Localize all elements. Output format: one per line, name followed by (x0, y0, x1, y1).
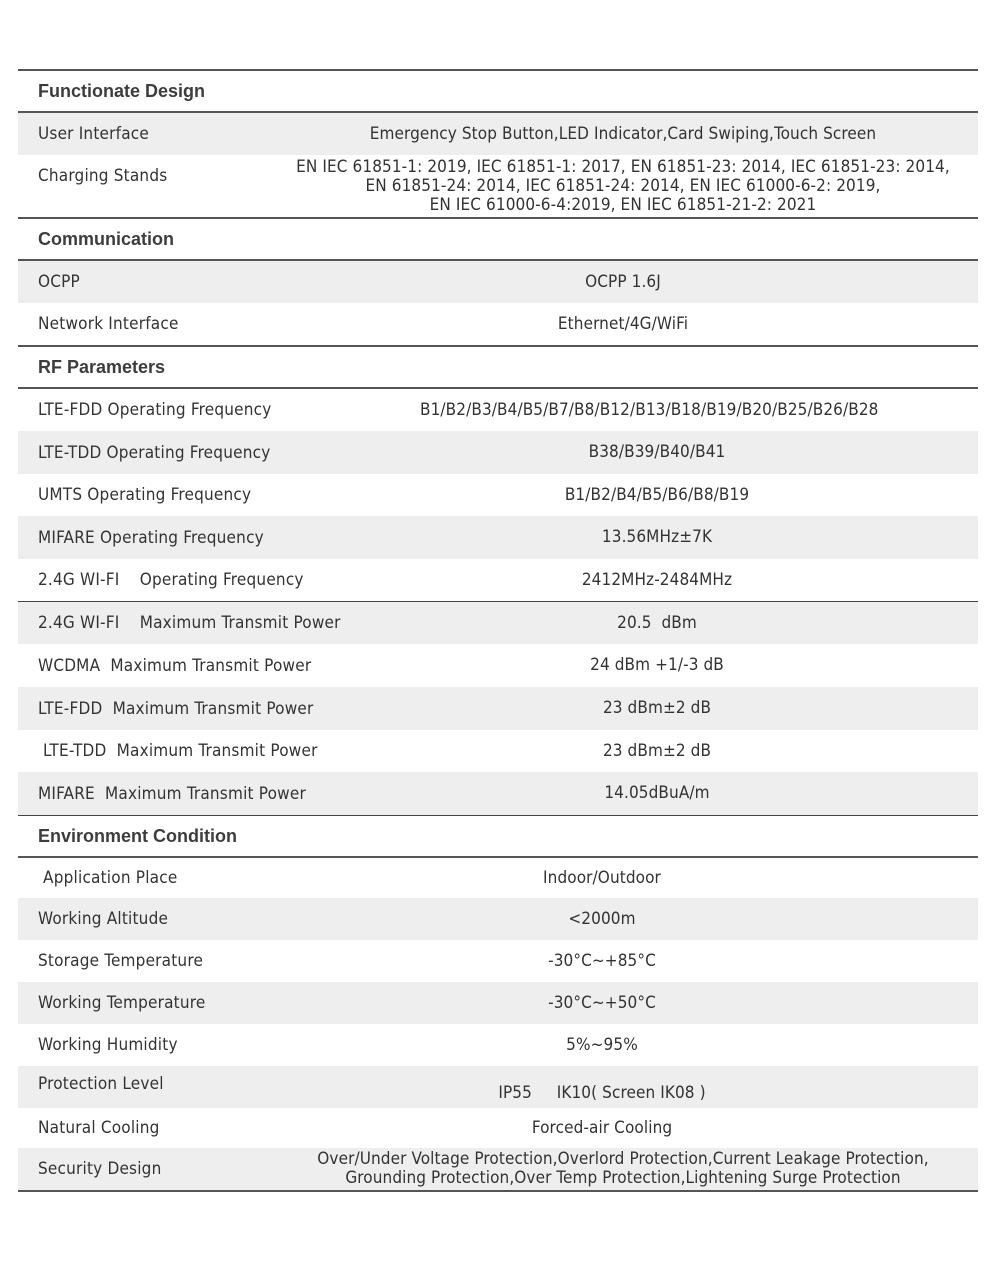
spec-value-line: Over/Under Voltage Protection,Overlord Protection,Current Leakage Protection, (317, 1149, 929, 1169)
spec-row (18, 602, 978, 644)
spec-value-line: EN 61851-24: 2014, IEC 61851-24: 2014, EN IEC 61000-6-2: 2019, (365, 175, 881, 196)
spec-row (18, 898, 978, 940)
spec-value: 14.05dBuA/m (604, 783, 710, 803)
spec-label: Charging Stands (38, 166, 168, 186)
spec-value (268, 158, 978, 215)
spec-value: B1/B2/B4/B5/B6/B8/B19 (564, 484, 750, 505)
spec-row (18, 516, 978, 559)
spec-value: B1/B2/B3/B4/B5/B7/B8/B12/B13/B18/B19/B20/B25/B26/B28 (420, 399, 879, 420)
spec-label: UMTS Operating Frequency (38, 485, 252, 505)
spec-row (18, 730, 978, 772)
spec-value: 20.5 dBm (617, 612, 697, 633)
spec-label: WCDMA Maximum Transmit Power (38, 655, 312, 676)
spec-label: Application Place (38, 868, 178, 888)
spec-table (18, 69, 978, 1192)
spec-row (18, 772, 978, 815)
section-heading-environment-condition: Environment Condition (38, 825, 237, 846)
spec-row-charging-stands (18, 155, 978, 217)
spec-row (18, 940, 978, 982)
spec-value: Emergency Stop Button,LED Indicator,Card Swiping,Touch Screen (369, 123, 877, 144)
spec-label: OCPP (38, 272, 80, 292)
spec-row-network-interface (18, 303, 978, 345)
spec-row (18, 1024, 978, 1066)
spec-value: 23 dBm±2 dB (602, 740, 712, 761)
spec-row (18, 1066, 978, 1108)
spec-label: Working Altitude (38, 909, 169, 929)
spec-value: 24 dBm +1/-3 dB (590, 655, 724, 675)
section-heading-communication: Communication (38, 228, 175, 249)
spec-label: Storage Temperature (38, 951, 204, 971)
spec-value-line: EN IEC 61851-1: 2019, IEC 61851-1: 2017, EN 61851-23: 2014, IEC 61851-23: 2014, (296, 156, 950, 177)
spec-label: LTE-TDD Maximum Transmit Power (38, 741, 318, 761)
spec-row (18, 474, 978, 516)
spec-label: MIFARE Maximum Transmit Power (38, 783, 306, 804)
spec-value-line: Grounding Protection,Over Temp Protection,Lightening Surge Protection (345, 1168, 901, 1188)
spec-label: Natural Cooling (38, 1118, 160, 1138)
spec-value: 13.56MHz±7K (601, 527, 713, 547)
spec-value: Ethernet/4G/WiFi (557, 313, 689, 334)
spec-label: Working Humidity (38, 1035, 178, 1055)
spec-label: 2.4G WI-FI Maximum Transmit Power (38, 613, 341, 633)
spec-row (18, 687, 978, 730)
spec-value: 23 dBm±2 dB (602, 698, 712, 718)
spec-row (18, 1148, 978, 1190)
section-heading-functionate-design: Functionate Design (38, 80, 206, 101)
spec-label: Working Temperature (38, 993, 206, 1013)
spec-value: B38/B39/B40/B41 (588, 442, 726, 462)
spec-row (18, 858, 978, 898)
spec-value: IP55 IK10( Screen IK08 ) (498, 1082, 706, 1103)
spec-value: 5%~95% (566, 1034, 638, 1055)
spec-row (18, 644, 978, 687)
spec-label: Security Design (38, 1159, 162, 1179)
spec-row (18, 389, 978, 431)
spec-row (18, 982, 978, 1024)
spec-value: <2000m (568, 908, 636, 929)
spec-value: OCPP 1.6J (585, 271, 661, 292)
spec-value: Indoor/Outdoor (543, 867, 661, 888)
spec-row (18, 1108, 978, 1148)
spec-value (268, 1150, 978, 1188)
spec-label: LTE-FDD Operating Frequency (38, 400, 272, 420)
spec-row-ocpp (18, 261, 978, 303)
spec-value: 2412MHz-2484MHz (581, 569, 733, 590)
spec-value: -30°C~+50°C (548, 992, 656, 1013)
section-heading-rf-parameters: RF Parameters (38, 356, 166, 377)
spec-value: Forced-air Cooling (531, 1117, 673, 1138)
spec-row (18, 431, 978, 474)
spec-label: MIFARE Operating Frequency (38, 527, 264, 548)
spec-label: Protection Level (38, 1074, 164, 1094)
spec-row-user-interface (18, 113, 978, 155)
spec-value: -30°C~+85°C (548, 950, 656, 971)
spec-label: LTE-TDD Operating Frequency (38, 442, 271, 463)
spec-label: LTE-FDD Maximum Transmit Power (38, 698, 314, 719)
spec-row (18, 559, 978, 601)
spec-label: 2.4G WI-FI Operating Frequency (38, 570, 304, 590)
spec-value-line: EN IEC 61000-6-4:2019, EN IEC 61851-21-2: 2021 (429, 194, 817, 215)
spec-label: Network Interface (38, 314, 179, 334)
spec-label: User Interface (38, 124, 149, 144)
divider (18, 1190, 978, 1192)
